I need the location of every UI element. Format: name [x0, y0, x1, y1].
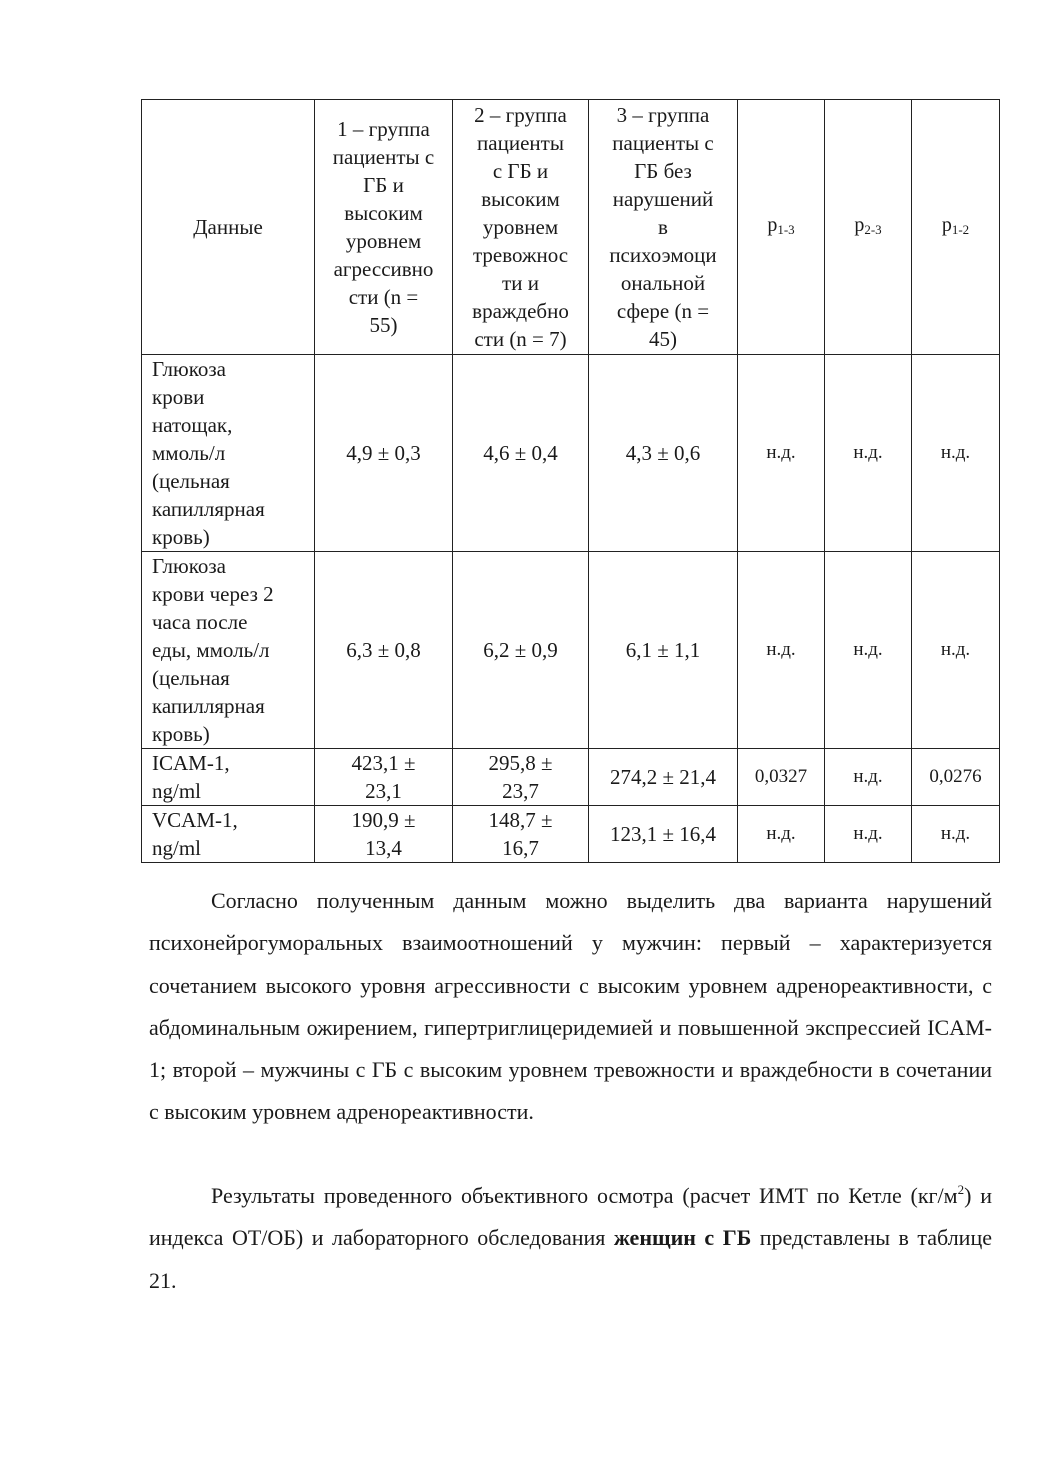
- header-p13-sub: 1-3: [777, 221, 795, 237]
- table-header-row: [142, 100, 1000, 355]
- cell-g3: 123,1 ± 16,4: [589, 806, 738, 863]
- cell-p13: н.д.: [738, 552, 825, 749]
- cell-g1: 190,9 ± 13,4: [315, 806, 453, 863]
- paragraph-conclusion: [149, 880, 992, 1134]
- header-p13-letter: p: [767, 213, 778, 236]
- cell-p13: н.д.: [738, 355, 825, 552]
- row-label: Глюкоза крови через 2 часа после еды, ммоль/л (цельная капиллярная кровь): [142, 552, 315, 749]
- header-p12-letter: p: [941, 213, 952, 236]
- cell-g1: 4,9 ± 0,3: [315, 355, 453, 552]
- cell-g1: 6,3 ± 0,8: [315, 552, 453, 749]
- superscript-2: 2: [957, 1182, 965, 1197]
- cell-p23: н.д.: [825, 806, 912, 863]
- row-label: ICAM-1, ng/ml: [142, 749, 315, 806]
- header-data: Данные: [142, 100, 315, 355]
- header-p23-sub: 2-3: [864, 221, 882, 237]
- paragraph-results-text-2: ) и индекса ОТ/ОБ) и лабораторного обследования: [149, 1183, 992, 1251]
- paragraph-conclusion-text: Согласно полученным данным можно выделить два варианта нарушений психонейрогуморальных взаимоотношений у мужчин: первый – характеризуется сочетанием высокого уровня агрессивности с высоким уровнем адренореактивности, с абдоминальным ожирением, гипертриглицеридемией и повышенной экспрессией ICAM-1; второй – мужчины с ГБ с высоким уровнем тревожности и враждебности в сочетании с высоким уровнем адренореактивности.: [149, 888, 992, 1125]
- cell-g3: 4,3 ± 0,6: [589, 355, 738, 552]
- cell-p13: н.д.: [738, 806, 825, 863]
- cell-g2: 4,6 ± 0,4: [453, 355, 589, 552]
- row-label: VCAM-1, ng/ml: [142, 806, 315, 863]
- header-p23-letter: p: [854, 213, 865, 236]
- cell-g2: 295,8 ± 23,7: [453, 749, 589, 806]
- cell-g2: 6,2 ± 0,9: [453, 552, 589, 749]
- header-p12-sub: 1-2: [951, 221, 970, 237]
- paragraph-results-text-3: представлены в таблице 21.: [149, 1225, 992, 1293]
- cell-p13: 0,0327: [738, 749, 825, 806]
- header-group-3: 3 – группа пациенты с ГБ без нарушений в психоэмоци ональной сфере (n = 45): [589, 100, 738, 355]
- table-row: [142, 806, 1000, 863]
- table-row: [142, 552, 1000, 749]
- cell-p23: н.д.: [825, 552, 912, 749]
- cell-p12: н.д.: [912, 806, 1000, 863]
- header-p23: [825, 100, 912, 355]
- cell-p12: н.д.: [912, 552, 1000, 749]
- results-table: [141, 99, 1000, 863]
- table-row: [142, 355, 1000, 552]
- table-row: [142, 749, 1000, 806]
- paragraph-results-bold: женщин с ГБ: [613, 1225, 752, 1251]
- header-group-2: 2 – группа пациенты с ГБ и высоким уровнем тревожнос ти и враждебно сти (n = 7): [453, 100, 589, 355]
- paragraph-results-text-1: Результаты проведенного объективного осмотра (расчет ИМТ по Кетле (кг/м: [211, 1183, 958, 1208]
- header-p13: [738, 100, 825, 355]
- row-label: Глюкоза крови натощак, ммоль/л (цельная капиллярная кровь): [142, 355, 315, 552]
- cell-p23: н.д.: [825, 355, 912, 552]
- cell-p23: н.д.: [825, 749, 912, 806]
- header-p12: [912, 100, 1000, 355]
- cell-g2: 148,7 ± 16,7: [453, 806, 589, 863]
- header-group-1: 1 – группа пациенты с ГБ и высоким уровнем агрессивно сти (n = 55): [315, 100, 453, 355]
- cell-p12: 0,0276: [912, 749, 1000, 806]
- cell-g3: 274,2 ± 21,4: [589, 749, 738, 806]
- cell-p12: н.д.: [912, 355, 1000, 552]
- paragraph-results: [149, 1175, 992, 1302]
- cell-g3: 6,1 ± 1,1: [589, 552, 738, 749]
- cell-g1: 423,1 ± 23,1: [315, 749, 453, 806]
